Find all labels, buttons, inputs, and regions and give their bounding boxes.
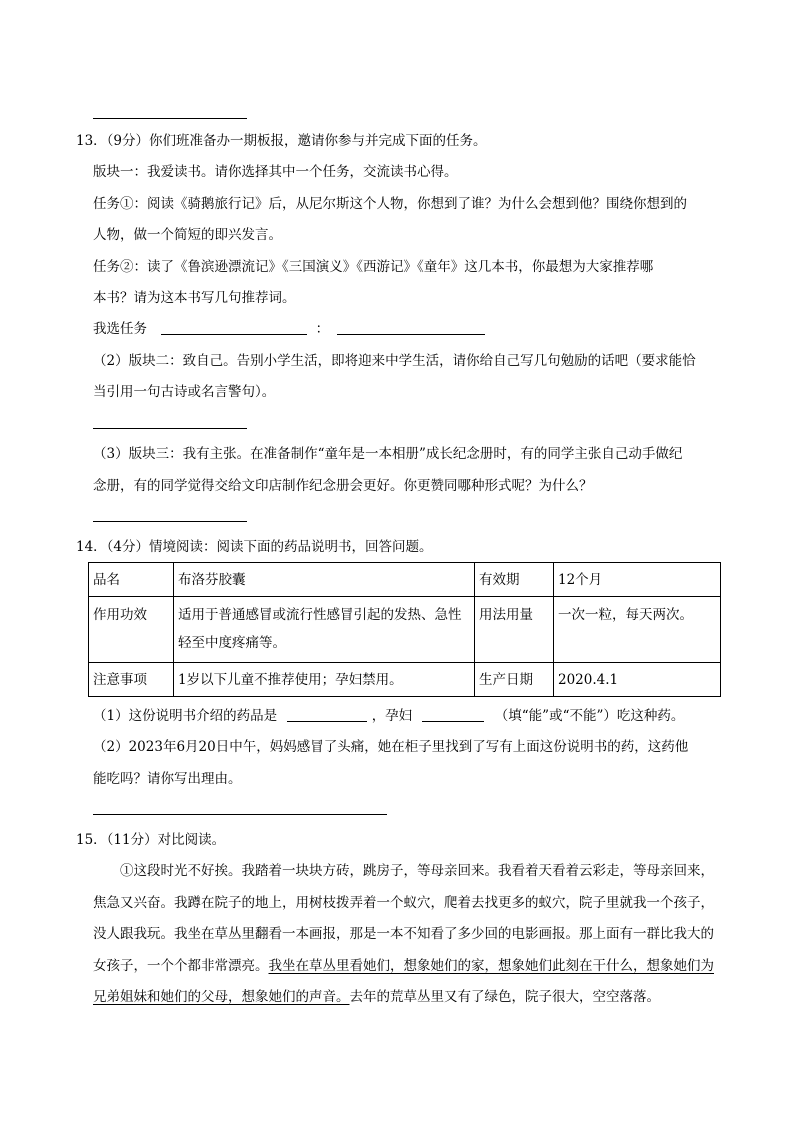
table-cell-line: 轻至中度疼痛等。 [178,635,286,651]
medicine-instructions-table [88,562,721,697]
table-cell: 作用功效 [89,597,174,663]
q13-part3-line1: （3）版块三：我有主张。在准备制作“童年是一本相册”成长纪念册时，有的同学主张自己动手做纪 [93,446,683,462]
task-answer-blank[interactable] [337,320,485,335]
q13-part2-line2: 当引用一句古诗或名言警句）。 [93,384,276,400]
q13-part2-line1: （2）版块二：致自己。告别小学生活，即将迎来中学生活，请你给自己写几句勉励的话吧（要求能恰 [93,353,696,369]
q13-choose-row [93,319,485,339]
table-cell: 用法用量 [475,597,554,663]
answer-line [93,118,247,119]
table-cell: 一次一粒，每天两次。 [554,597,721,663]
q13-task1-line2: 人物，做一个简短的即兴发言。 [93,227,282,243]
table-row [89,563,721,597]
q14-sub1-text-a: （1）这份说明书介绍的药品是 [93,708,278,724]
q13-header: 13．（9分）你们班准备办一期板报，邀请你参与并完成下面的任务。 [76,133,487,149]
table-cell: 注意事项 [89,663,174,697]
q13-task2-line1: 任务②：读了《鲁滨逊漂流记》《三国演义》《西游记》《童年》这几本书，你最想为大家推荐哪 [93,259,654,275]
table-cell: 有效期 [475,563,554,597]
answer-line[interactable] [93,814,387,815]
q14-header: 14．（4分）情境阅读：阅读下面的药品说明书，回答问题。 [76,539,433,555]
q14-sub1 [93,706,684,726]
table-cell: 生产日期 [475,663,554,697]
q15-p1-line5 [93,987,660,1007]
q15-p1-line2: 焦急又兴奋。我蹲在院子的地上，用树枝拨弄着一个蚁穴，爬着去找更多的蚁穴，院子里就我一个孩子， [93,895,714,911]
q15-underlined-text: 兄弟姐妹和她们的父母，想象她们的声音。 [93,989,350,1005]
q15-p1-line1: ①这段时光不好挨。我踏着一块块方砖，跳房子，等母亲回来。我看着天看着云彩走，等母亲回来， [120,863,714,879]
answer-line[interactable] [93,428,247,429]
q13-block1: 版块一：我爱读书。请你选择其中一个任务，交流读书心得。 [93,164,458,180]
choose-label: 我选任务 [93,321,147,337]
table-cell: 布洛芬胶囊 [174,563,475,597]
table-cell: 2020.4.1 [554,663,721,697]
q15-underlined-text: 我坐在草丛里看她们，想象她们的家，想象她们此刻在干什么，想象她们为 [268,958,714,974]
table-cell: 品名 [89,563,174,597]
q15-text: 去年的荒草丛里又有了绿色，院子很大，空空落落。 [349,989,660,1005]
q15-p1-line4 [93,956,714,976]
q15-text: 女孩子，一个个都非常漂亮。 [93,958,269,974]
table-cell: 1岁以下儿童不推荐使用；孕妇禁用。 [174,663,475,697]
q13-part3-line2: 念册，有的同学觉得交给文印店制作纪念册会更好。你更赞同哪种形式呢？为什么？ [93,478,593,494]
q13-task2-line2: 本书？请为这本书写几句推荐词。 [93,290,296,306]
task-choice-blank[interactable] [161,320,307,335]
table-row [89,663,721,697]
q15-header: 15．（11分）对比阅读。 [76,832,226,848]
table-cell [174,597,475,663]
pregnant-can-blank[interactable] [422,707,484,722]
q14-sub2-line1: （2）2023年6月20日中午，妈妈感冒了头痛，她在柜子里找到了写有上面这份说明书的药，这药他 [93,739,689,755]
q14-sub1-text-c: （填“能”或“不能”）吃这种药。 [494,708,685,724]
q13-task1-line1: 任务①：阅读《骑鹅旅行记》后，从尼尔斯这个人物，你想到了谁？为什么会想到他？围绕你想到的 [93,196,687,212]
colon: ： [315,321,330,337]
q14-sub2-line2: 能吃吗？请你写出理由。 [93,771,242,787]
medicine-name-blank[interactable] [287,707,367,722]
table-cell-line: 适用于普通感冒或流行性感冒引起的发热、急性 [178,607,462,623]
table-cell: 12个月 [554,563,721,597]
q15-p1-line3: 没人跟我玩。我坐在草丛里翻看一本画报，那是一本不知看了多少回的电影画报。那上面有一群比我大的 [93,926,714,942]
q14-sub1-text-b: ，孕妇 [371,708,413,724]
table-row [89,597,721,663]
answer-line[interactable] [93,521,247,522]
